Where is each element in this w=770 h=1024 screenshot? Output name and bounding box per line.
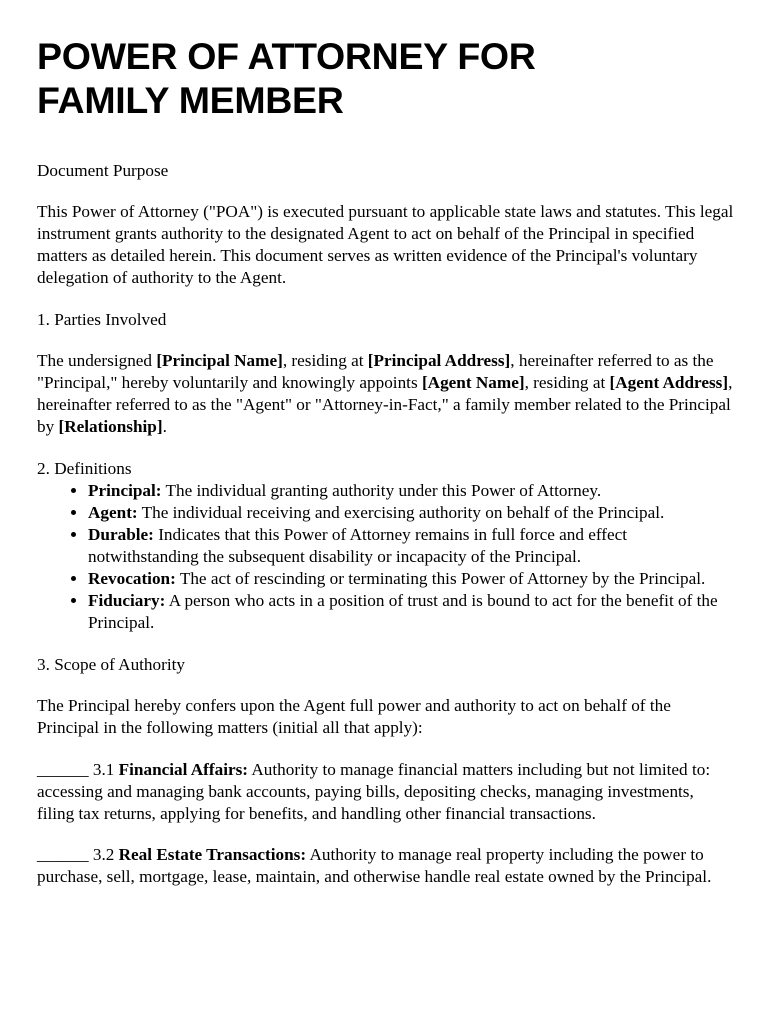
definition-term: Principal: — [88, 481, 162, 500]
definition-term: Durable: — [88, 525, 154, 544]
definitions-list — [37, 480, 734, 634]
definition-text: A person who acts in a position of trust and is bound to act for the benefit of the Principal. — [88, 591, 718, 632]
parties-text-6: . — [162, 417, 167, 436]
list-item — [88, 502, 734, 524]
scope-item-real-estate — [37, 844, 734, 888]
title-line-2: FAMILY MEMBER — [37, 79, 344, 121]
initial-blank: ______ — [37, 845, 89, 864]
parties-heading: 1. Parties Involved — [37, 310, 167, 329]
purpose-heading: Document Purpose — [37, 161, 169, 180]
initial-blank: ______ — [37, 760, 89, 779]
scope-item-term: Financial Affairs: — [118, 760, 249, 779]
list-item — [88, 524, 734, 568]
scope-item-term: Real Estate Transactions: — [118, 845, 307, 864]
agent-name-placeholder: [Agent Name] — [421, 373, 525, 392]
principal-address-placeholder: [Principal Address] — [367, 351, 511, 370]
definitions-heading: 2. Definitions — [37, 459, 132, 478]
parties-text-5: , hereinafter referred to as the "Agent" or "Attorney-in-Fact," a family member related to the Principal by — [37, 373, 733, 436]
agent-address-placeholder: [Agent Address] — [609, 373, 729, 392]
definition-term: Fiduciary: — [88, 591, 166, 610]
document-title — [37, 34, 734, 122]
title-line-1: POWER OF ATTORNEY FOR — [37, 35, 536, 77]
definition-text: The individual granting authority under this Power of Attorney. — [161, 481, 602, 500]
scope-item-text: Authority to manage financial matters including but not limited to: accessing and managing bank accounts, paying bills, depositing checks, managing investments, filing tax returns, applying for benefits, and handling other financial transactions. — [37, 760, 711, 823]
list-item — [88, 480, 734, 502]
scope-intro: The Principal hereby confers upon the Agent full power and authority to act on behalf of the Principal in the following matters (initial all that apply): — [37, 696, 671, 737]
scope-heading: 3. Scope of Authority — [37, 655, 185, 674]
scope-item-text: Authority to manage real property including the power to purchase, sell, mortgage, lease, maintain, and otherwise handle real estate owned by the Principal. — [37, 845, 712, 886]
list-item — [88, 568, 734, 590]
principal-name-placeholder: [Principal Name] — [156, 351, 283, 370]
parties-text-2: , residing at — [282, 351, 368, 370]
list-item — [88, 590, 734, 634]
purpose-paragraph: This Power of Attorney ("POA") is executed pursuant to applicable state laws and statutes. This legal instrument grants authority to the designated Agent to act on behalf of the Principal in specified matters as detailed herein. This document serves as written evidence of the Principal's voluntary delegation of authority to the Agent. — [37, 202, 734, 287]
parties-text-1: The undersigned — [37, 351, 157, 370]
definition-text: The act of rescinding or terminating this Power of Attorney by the Principal. — [175, 569, 706, 588]
parties-paragraph — [37, 350, 734, 438]
scope-item-number: 3.2 — [88, 845, 119, 864]
definition-term: Agent: — [88, 503, 138, 522]
scope-item-financial — [37, 759, 734, 825]
scope-item-number: 3.1 — [88, 760, 119, 779]
definition-text: The individual receiving and exercising authority on behalf of the Principal. — [137, 503, 665, 522]
parties-text-4: , residing at — [524, 373, 610, 392]
parties-text-3: , hereinafter referred to as the "Principal," hereby voluntarily and knowingly appoints — [37, 351, 714, 392]
relationship-placeholder: [Relationship] — [58, 417, 163, 436]
definition-text: Indicates that this Power of Attorney remains in full force and effect notwithstanding the subsequent disability or incapacity of the Principal. — [88, 525, 628, 566]
definition-term: Revocation: — [88, 569, 176, 588]
